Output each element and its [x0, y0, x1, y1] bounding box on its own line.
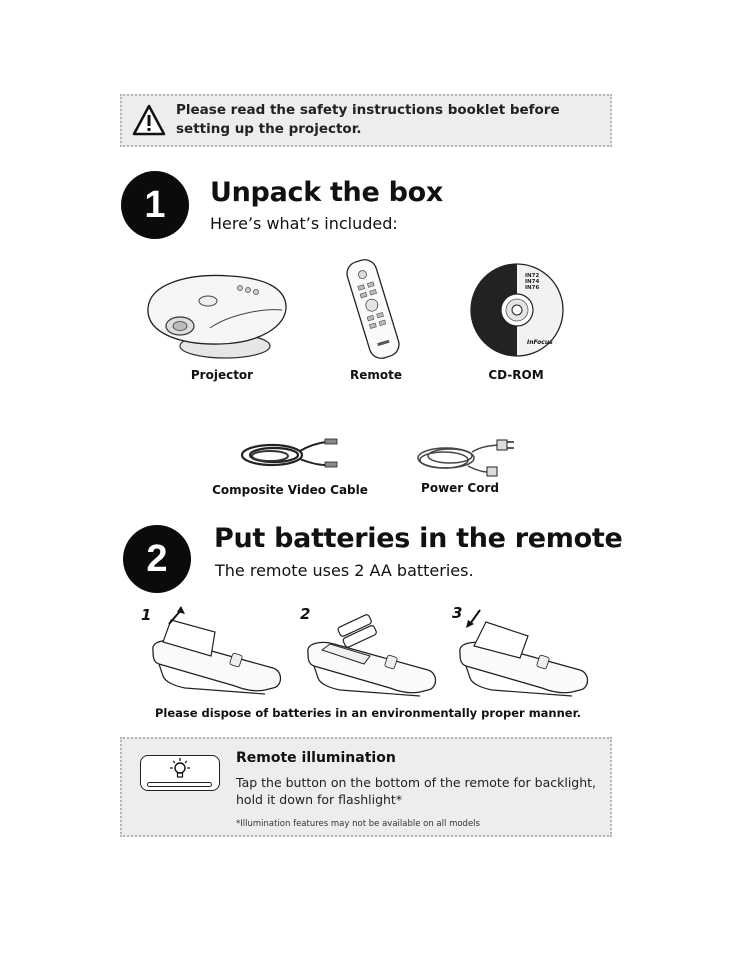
tip-body: Tap the button on the bottom of the remote for backlight, hold it down for flashlight* — [236, 775, 597, 807]
power-cord-image — [408, 436, 520, 478]
step-1-badge: 1 — [121, 171, 189, 239]
tip-footnote: *Illumination features may not be available on all models — [236, 819, 480, 829]
caption-cd-rom: CD-ROM — [488, 368, 544, 382]
light-bulb-icon — [165, 757, 195, 783]
safety-warning-text: Please read the safety instructions booklet before setting up the projector. — [176, 102, 560, 137]
projector-image — [140, 268, 290, 368]
caption-remote: Remote — [349, 368, 402, 382]
cd-model-1: IN72 — [525, 273, 540, 279]
battery-step-1-image — [145, 606, 285, 698]
battery-step-3-label: 3 — [452, 604, 463, 622]
battery-disposal-note: Please dispose of batteries in an environmentally proper manner. — [154, 706, 582, 720]
battery-step-3-image — [452, 608, 592, 698]
warning-triangle-icon — [132, 104, 166, 136]
cd-model-2: IN74 — [525, 279, 540, 285]
caption-projector: Projector — [190, 368, 254, 382]
battery-step-2-label: 2 — [300, 605, 311, 623]
cd-model-list — [525, 273, 539, 291]
composite-cable-image — [230, 433, 342, 477]
step-1-title: Unpack the box — [210, 177, 443, 208]
step-2-badge: 2 — [123, 525, 191, 593]
illumination-button-bar — [147, 782, 212, 787]
battery-step-1-label: 1 — [141, 606, 152, 624]
remote-image — [338, 255, 408, 363]
cd-rom-image — [470, 263, 564, 357]
caption-power-cord: Power Cord — [421, 481, 499, 495]
step-2-subtitle: The remote uses 2 AA batteries. — [215, 561, 474, 580]
step-2-title: Put batteries in the remote — [214, 523, 623, 554]
illumination-button-graphic — [140, 755, 220, 791]
battery-step-2-image — [300, 608, 440, 698]
tip-title: Remote illumination — [236, 750, 396, 766]
cd-model-3: IN76 — [525, 285, 540, 291]
step-1-subtitle: Here’s what’s included: — [210, 214, 398, 233]
cd-brand-logo: InFocus — [527, 339, 553, 346]
caption-composite-video-cable: Composite Video Cable — [212, 483, 368, 497]
